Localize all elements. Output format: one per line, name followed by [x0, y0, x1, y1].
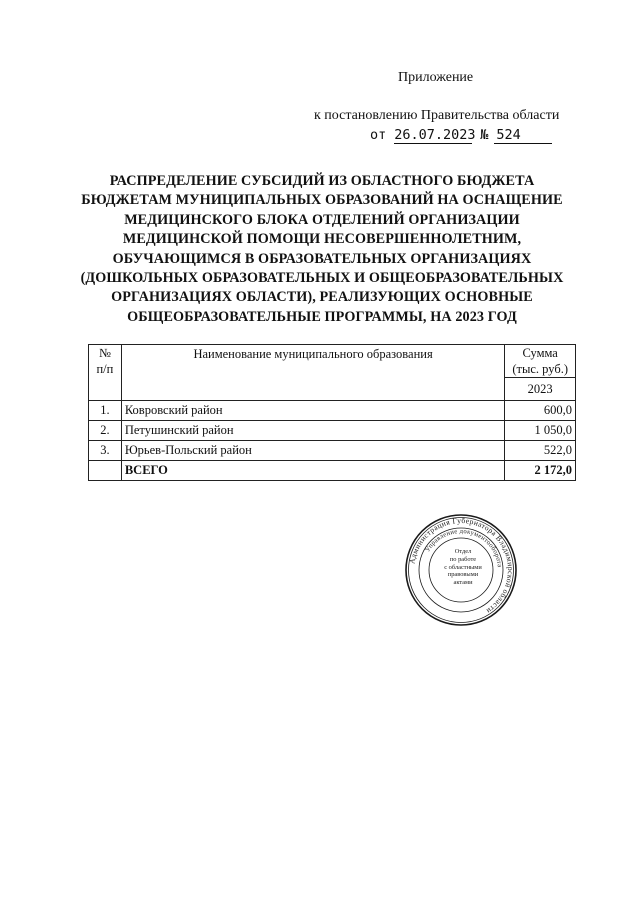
document-title: РАСПРЕДЕЛЕНИЕ СУБСИДИЙ ИЗ ОБЛАСТНОГО БЮДЖЕТА БЮДЖЕТАМ МУНИЦИПАЛЬНЫХ ОБРАЗОВАНИЙ НА ОСНАЩЕНИЕ МЕДИЦИНСКОГО БЛОКА ОТДЕЛЕНИЙ ОРГАНИЗАЦИИ МЕДИЦИНСКОЙ ПОМОЩИ НЕСОВЕРШЕННОЛЕТНИМ, ОБУЧАЮЩИМСЯ В ОБРАЗОВАТЕЛЬНЫХ ОРГАНИЗАЦИЯХ (ДОШКОЛЬНЫХ ОБРАЗОВАТЕЛЬНЫХ И ОБЩЕОБРАЗОВАТЕЛЬНЫХ ОРГАНИЗАЦИЯХ ОБЛАСТИ), РЕАЛИЗУЮЩИХ ОСНОВНЫЕ ОБЩЕОБРАЗОВАТЕЛЬНЫЕ ПРОГРАММЫ, НА 2023 ГОД: [80, 173, 564, 325]
header-name-cell: Наименование муниципального образования: [121, 345, 505, 401]
row-sum: 1 050,0: [505, 421, 576, 441]
table-row: [89, 441, 576, 461]
row-num: 3.: [89, 441, 122, 461]
appendix-label: Приложение: [398, 70, 474, 85]
row-num: 1.: [89, 401, 122, 421]
header-sum-cell: [505, 345, 576, 378]
total-label: ВСЕГО: [121, 461, 505, 481]
stamp-middle-text: Управление документооборота: [424, 527, 503, 568]
header-sum-line2: (тыс. руб.): [512, 362, 568, 376]
resolution-date: 26.07.2023: [394, 127, 476, 143]
number-sign: №: [480, 127, 489, 143]
header-year-cell: 2023: [505, 378, 576, 401]
subsidy-table: [88, 344, 576, 481]
date-prefix: от: [370, 127, 387, 143]
stamp-outer-text: Администрация Губернатора Владимирской области: [407, 515, 516, 616]
total-num-cell: [89, 461, 122, 481]
row-sum: 522,0: [505, 441, 576, 461]
header-num-cell: [89, 345, 122, 401]
table-row: [89, 401, 576, 421]
row-name: Ковровский район: [121, 401, 505, 421]
table-total-row: [89, 461, 576, 481]
resolution-number: 524: [494, 128, 552, 144]
header-num-line1: №: [98, 346, 111, 360]
stamp-inner-line: правовыми: [447, 571, 479, 579]
resolution-label: к постановлению Правительства области: [314, 108, 560, 123]
row-sum: 600,0: [505, 401, 576, 421]
stamp-inner-line: актами: [453, 579, 473, 587]
row-name: Петушинский район: [121, 421, 505, 441]
row-name: Юрьев-Польский район: [121, 441, 505, 461]
resolution-reference: [370, 127, 552, 144]
stamp-center-text: [443, 548, 483, 587]
row-num: 2.: [89, 421, 122, 441]
total-sum: 2 172,0: [505, 461, 576, 481]
stamp-inner-line: с областными: [444, 563, 482, 571]
stamp-inner-line: Отдел: [454, 548, 472, 555]
table-row: [89, 421, 576, 441]
stamp-inner-line: по работе: [449, 555, 477, 563]
header-sum-line1: Сумма: [522, 346, 558, 360]
header-num-line2: п/п: [96, 362, 114, 376]
table-header-row: [89, 345, 576, 378]
